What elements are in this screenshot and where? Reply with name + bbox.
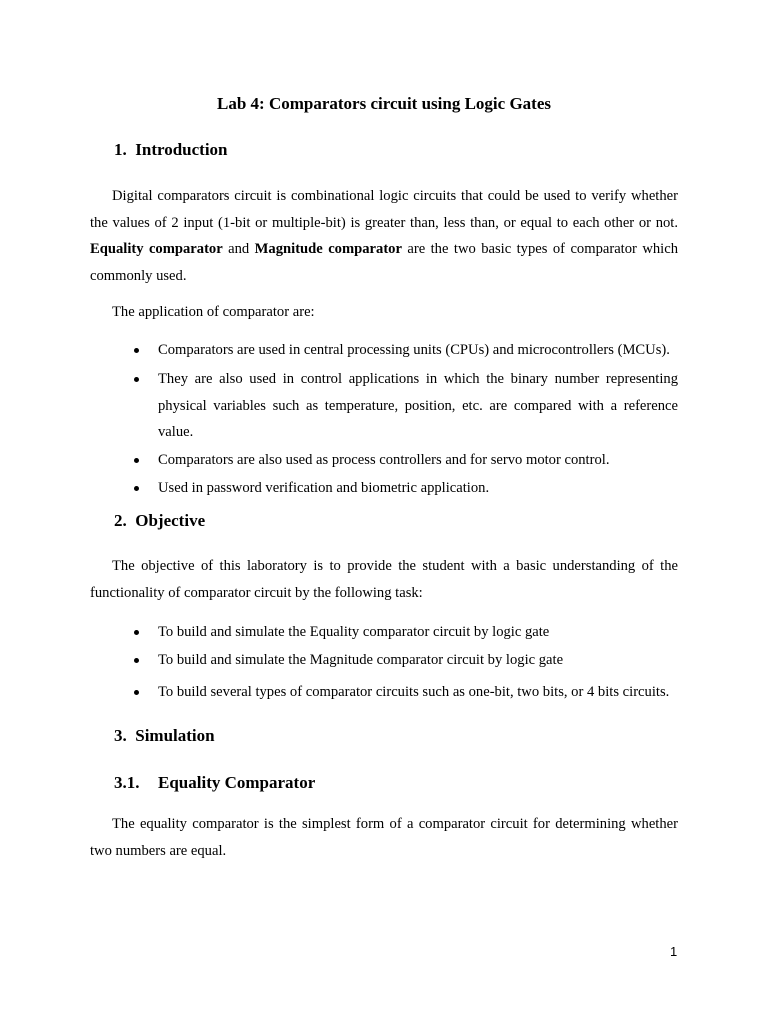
list-item-text: To build and simulate the Equality comparator circuit by logic gate	[158, 624, 550, 640]
list-item	[134, 619, 678, 646]
section-title: Introduction	[135, 140, 228, 159]
bullet-icon	[134, 690, 139, 695]
list-item-text: To build several types of comparator circuits such as one-bit, two bits, or 4 bits circuits.	[158, 684, 670, 700]
section-title: Objective	[135, 511, 206, 530]
intro-text-c: and	[222, 241, 255, 257]
term-equality-comparator: Equality comparator	[90, 241, 223, 257]
section-title: Simulation	[135, 726, 215, 745]
equality-paragraph: The equality comparator is the simplest form of a comparator circuit for determining whether two numbers are equal.	[90, 816, 678, 859]
list-item	[134, 447, 678, 474]
intro-paragraph	[90, 183, 678, 289]
subsection-title: Equality Comparator	[158, 773, 316, 792]
page-number: 1	[670, 944, 678, 959]
list-item-text: Used in password verification and biometric application.	[158, 480, 490, 496]
section-heading-simulation	[114, 726, 215, 746]
section-heading-objective	[114, 511, 205, 531]
document-title: Lab 4: Comparators circuit using Logic Gates	[216, 94, 551, 113]
list-item-text: Comparators are also used as process controllers and for servo motor control.	[158, 452, 610, 468]
subsection-number: 3.1.	[114, 773, 140, 792]
list-item	[134, 475, 678, 502]
section-number: 3.	[114, 726, 127, 745]
objective-paragraph: The objective of this laboratory is to provide the student with a basic understanding of the functionality of comparator circuit by the following task:	[90, 558, 678, 601]
section-number: 1.	[114, 140, 127, 159]
list-item	[134, 679, 678, 706]
bullet-icon	[134, 630, 139, 635]
list-item-text: To build and simulate the Magnitude comparator circuit by logic gate	[158, 652, 564, 668]
bullet-icon	[134, 348, 139, 353]
section-number: 2.	[114, 511, 127, 530]
list-item	[134, 366, 678, 446]
list-item-text: Comparators are used in central processing units (CPUs) and microcontrollers (MCUs).	[158, 342, 670, 358]
bullet-icon	[134, 658, 139, 663]
section-heading-introduction	[114, 140, 228, 160]
intro-text-a: Digital comparators circuit is combinational logic circuits that could be used to verify whether the values of 2 input (1-bit or multiple-bit) is greater than, less than, or equal to each other or not.	[90, 188, 678, 231]
bullet-icon	[134, 377, 139, 382]
list-item-text: They are also used in control applications in which the binary number representing physical variables such as temperature, position, etc. are compared with a reference value.	[158, 371, 678, 440]
intro-text-d: are the two basic types of comparator which commonly used.	[90, 241, 678, 284]
list-item	[134, 647, 678, 674]
term-magnitude-comparator: Magnitude comparator	[254, 241, 402, 257]
subsection-heading-equality	[114, 773, 315, 793]
list-item	[134, 337, 678, 364]
application-lead: The application of comparator are:	[112, 304, 315, 320]
bullet-icon	[134, 458, 139, 463]
bullet-icon	[134, 486, 139, 491]
